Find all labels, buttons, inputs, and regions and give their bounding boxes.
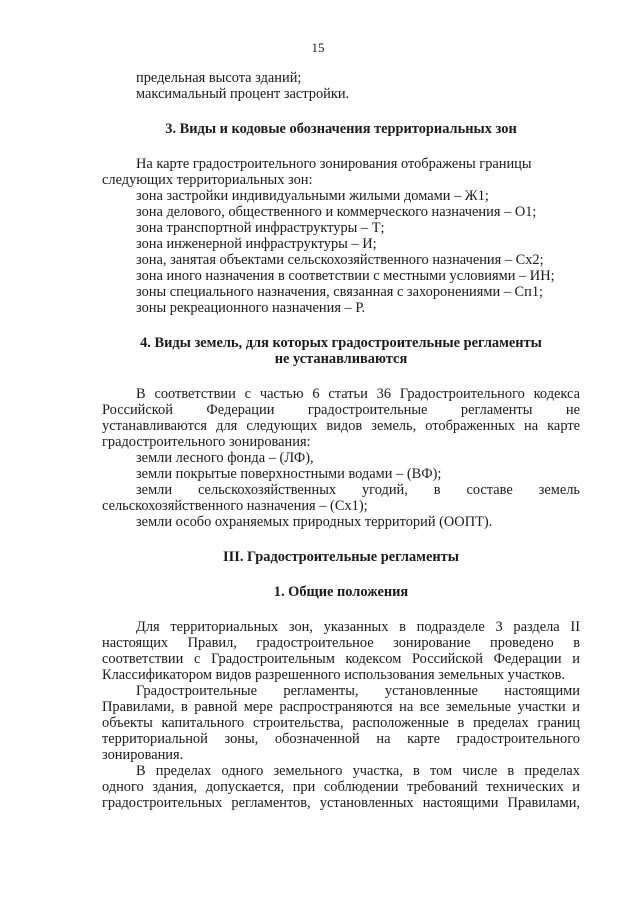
paragraph-line: территориальной зоны, обозначенной на карте градостроительного (102, 731, 580, 747)
paragraph-line: следующих территориальных зон: (102, 172, 313, 188)
land-list-item-continuation: сельскохозяйственного назначения – (Сх1); (102, 498, 368, 514)
zone-list-item: зона делового, общественного и коммерческого назначения – О1; (136, 204, 537, 220)
paragraph-line: одного здания, допускается, при соблюдении требований технических и (102, 779, 580, 795)
paragraph-line: градостроительного зонирования: (102, 434, 311, 450)
paragraph-line: настоящих Правил, градостроительное зонирование проведено в (102, 635, 580, 651)
land-list-item: земли особо охраняемых природных территорий (ООПТ). (136, 514, 493, 530)
land-list (102, 450, 580, 530)
zone-list-item: зоны рекреационного назначения – Р. (136, 300, 366, 316)
intro-block (102, 70, 580, 102)
section-4-heading (102, 335, 580, 367)
paragraph-line: Классификатором видов разрешенного использования земельных участков. (102, 667, 565, 683)
intro-line: максимальный процент застройки. (136, 86, 350, 102)
heading-line: 4. Виды земель, для которых градостроительные регламенты (140, 335, 542, 351)
paragraph-line: Правилами, в равной мере распространяются на все земельные участки и (102, 699, 580, 715)
zone-list-item: зоны специального назначения, связанная с захоронениями – Сп1; (136, 284, 544, 300)
zone-list-item: зона застройки индивидуальными жилыми домами – Ж1; (136, 188, 489, 204)
zone-list-item: зона инженерной инфраструктуры – И; (136, 236, 377, 252)
paragraph-line: Российской Федерации градостроительные регламенты не (102, 402, 580, 418)
paragraph-line: Градостроительные регламенты, установленные настоящими (136, 683, 580, 699)
zone-list (102, 188, 580, 316)
section-3-heading: 3. Виды и кодовые обозначения территориальных зон (165, 121, 517, 137)
paragraph-line: соответствии с Градостроительным кодексом Российской Федерации и (102, 651, 580, 667)
page-number: 15 (311, 40, 325, 55)
land-list-item: земли покрытые поверхностными водами – (ВФ); (136, 466, 442, 482)
general-paragraph-2 (102, 683, 580, 763)
general-paragraph-1 (102, 619, 580, 683)
paragraph-line: градостроительных регламентов, установленных настоящими Правилами, (102, 795, 580, 811)
subsection-1-heading: 1. Общие положения (273, 584, 409, 600)
paragraph-line: объекты капитального строительства, расположенные в пределах границ (102, 715, 580, 731)
paragraph-line: устанавливаются для следующих видов земель, отображенных на карте (102, 418, 580, 434)
general-paragraph-3 (102, 763, 580, 811)
section-3-paragraph (102, 156, 580, 188)
page-content (102, 70, 580, 811)
section-4-paragraph (102, 386, 580, 450)
paragraph-line: В соответствии с частью 6 статьи 36 Градостроительного кодекса (136, 386, 580, 402)
paragraph-line: На карте градостроительного зонирования отображены границы (136, 156, 532, 172)
zone-list-item: зона транспортной инфраструктуры – Т; (136, 220, 385, 236)
paragraph-line: В пределах одного земельного участка, в том числе в пределах (136, 763, 580, 779)
heading-line: не устанавливаются (274, 351, 408, 367)
zone-list-item: зона иного назначения в соответствии с местными условиями – ИН; (136, 268, 555, 284)
land-list-item: земли лесного фонда – (ЛФ), (136, 450, 314, 466)
land-list-item: земли сельскохозяйственных угодий, в составе земель (136, 482, 580, 498)
intro-line: предельная высота зданий; (136, 70, 302, 86)
paragraph-line: Для территориальных зон, указанных в подразделе 3 раздела II (136, 619, 580, 635)
part-3-heading: III. Градостроительные регламенты (223, 549, 459, 565)
paragraph-line: зонирования. (102, 747, 184, 763)
zone-list-item: зона, занятая объектами сельскохозяйственного назначения – Сх2; (136, 252, 544, 268)
